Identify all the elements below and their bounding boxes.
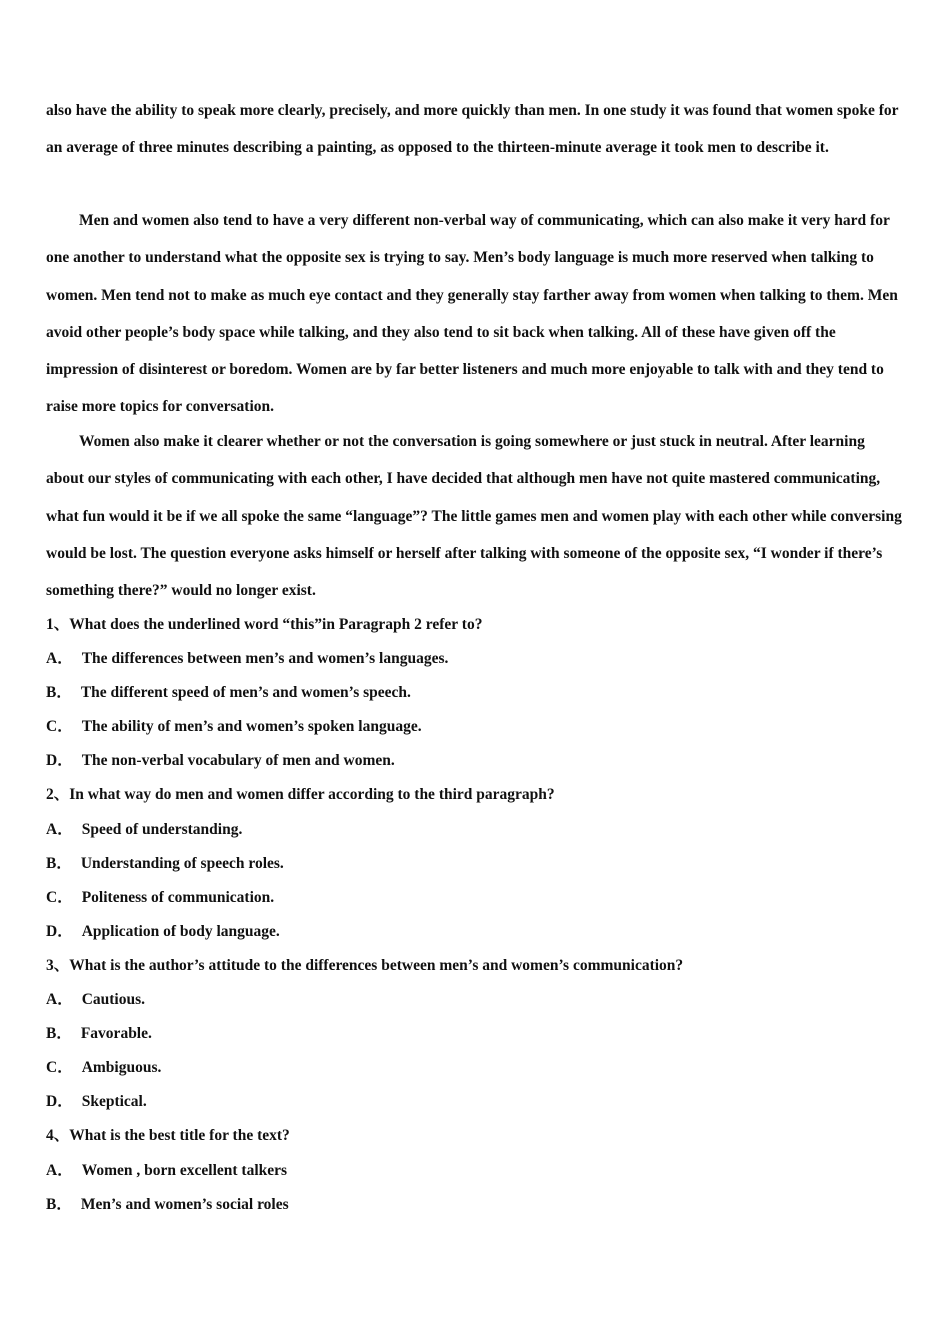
question-4-stem: 4、What is the best title for the text? <box>46 1127 290 1145</box>
option-text: Skeptical. <box>81 1093 147 1111</box>
option-letter: C． <box>46 718 73 736</box>
question-3-option-c <box>46 1051 902 1085</box>
question-3-stem: 3、What is the author’s attitude to the differences between men’s and women’s communication? <box>46 956 684 974</box>
option-letter: D． <box>46 922 73 940</box>
option-letter: B． <box>46 684 72 702</box>
option-text: The different speed of men’s and women’s speech. <box>80 684 411 702</box>
passage-paragraph-1: also have the ability to speak more clearly, precisely, and more quickly than men. In one study it was found that women spoke for an average of three minutes describing a painting, as opposed to the thirteen-minute average it took men to describe it. <box>46 102 899 157</box>
passage-paragraph-2: Men and women also tend to have a very different non-verbal way of communicating, which can also make it very hard for one another to understand what the opposite sex is trying to say. Men’s body language is much more reserved when talking to women. Men tend not to make as much eye contact and they generally stay farther away from women when talking to them. Men avoid other people’s body space while talking, and they also tend to sit back when talking. All of these have given off the impression of disinterest or boredom. Women are by far better listeners and much more enjoyable to talk with and they tend to raise more topics for conversation. <box>46 212 898 416</box>
option-text: Application of body language. <box>81 922 280 940</box>
option-letter: B． <box>46 1195 72 1213</box>
option-text: Politeness of communication. <box>81 888 275 906</box>
question-3-option-b <box>46 1017 902 1051</box>
option-text: Women , born excellent talkers <box>81 1161 288 1179</box>
option-text: Cautious. <box>81 991 146 1009</box>
option-letter: A． <box>46 820 73 838</box>
question-3-option-a <box>46 983 902 1017</box>
option-text: Ambiguous. <box>81 1059 162 1077</box>
option-text: The ability of men’s and women’s spoken language. <box>81 718 422 736</box>
question-4-option-a <box>46 1154 902 1188</box>
questions-section <box>46 608 902 1222</box>
question-2-option-b <box>46 847 902 881</box>
option-letter: D． <box>46 752 73 770</box>
option-letter: D． <box>46 1093 73 1111</box>
question-1-option-d <box>46 744 902 778</box>
passage-paragraph-3: Women also make it clearer whether or not the conversation is going somewhere or just stuck in neutral. After learning about our styles of communicating with each other, I have decided that although men have not quite mastered communicating, what fun would it be if we all spoke the same “language”? The little games men and women play with each other while conversing would be lost. The question everyone asks himself or herself after talking with someone of the opposite sex, “I wonder if there’s something there?” would no longer exist. <box>46 433 902 600</box>
option-letter: C． <box>46 1059 73 1077</box>
option-text: The differences between men’s and women’s languages. <box>81 650 449 668</box>
option-text: The non-verbal vocabulary of men and women. <box>81 752 395 770</box>
question-2-stem: 2、In what way do men and women differ according to the third paragraph? <box>46 786 555 804</box>
option-letter: B． <box>46 854 72 872</box>
option-letter: A． <box>46 1161 73 1179</box>
question-4-option-b <box>46 1188 902 1222</box>
question-2-option-a <box>46 813 902 847</box>
question-3-option-d <box>46 1085 902 1119</box>
option-text: Understanding of speech roles. <box>80 854 284 872</box>
question-2-option-c <box>46 881 902 915</box>
option-text: Speed of understanding. <box>81 820 243 838</box>
option-letter: A． <box>46 650 73 668</box>
option-letter: A． <box>46 991 73 1009</box>
question-1-stem: 1、What does the underlined word “this”in Paragraph 2 refer to? <box>46 616 483 633</box>
question-1-option-b <box>46 676 902 710</box>
option-letter: C． <box>46 888 73 906</box>
option-text: Favorable. <box>80 1025 152 1043</box>
question-1-option-a <box>46 642 902 676</box>
option-letter: B． <box>46 1025 72 1043</box>
question-1-option-c <box>46 710 902 744</box>
question-2-option-d <box>46 915 902 949</box>
option-text: Men’s and women’s social roles <box>80 1195 289 1213</box>
